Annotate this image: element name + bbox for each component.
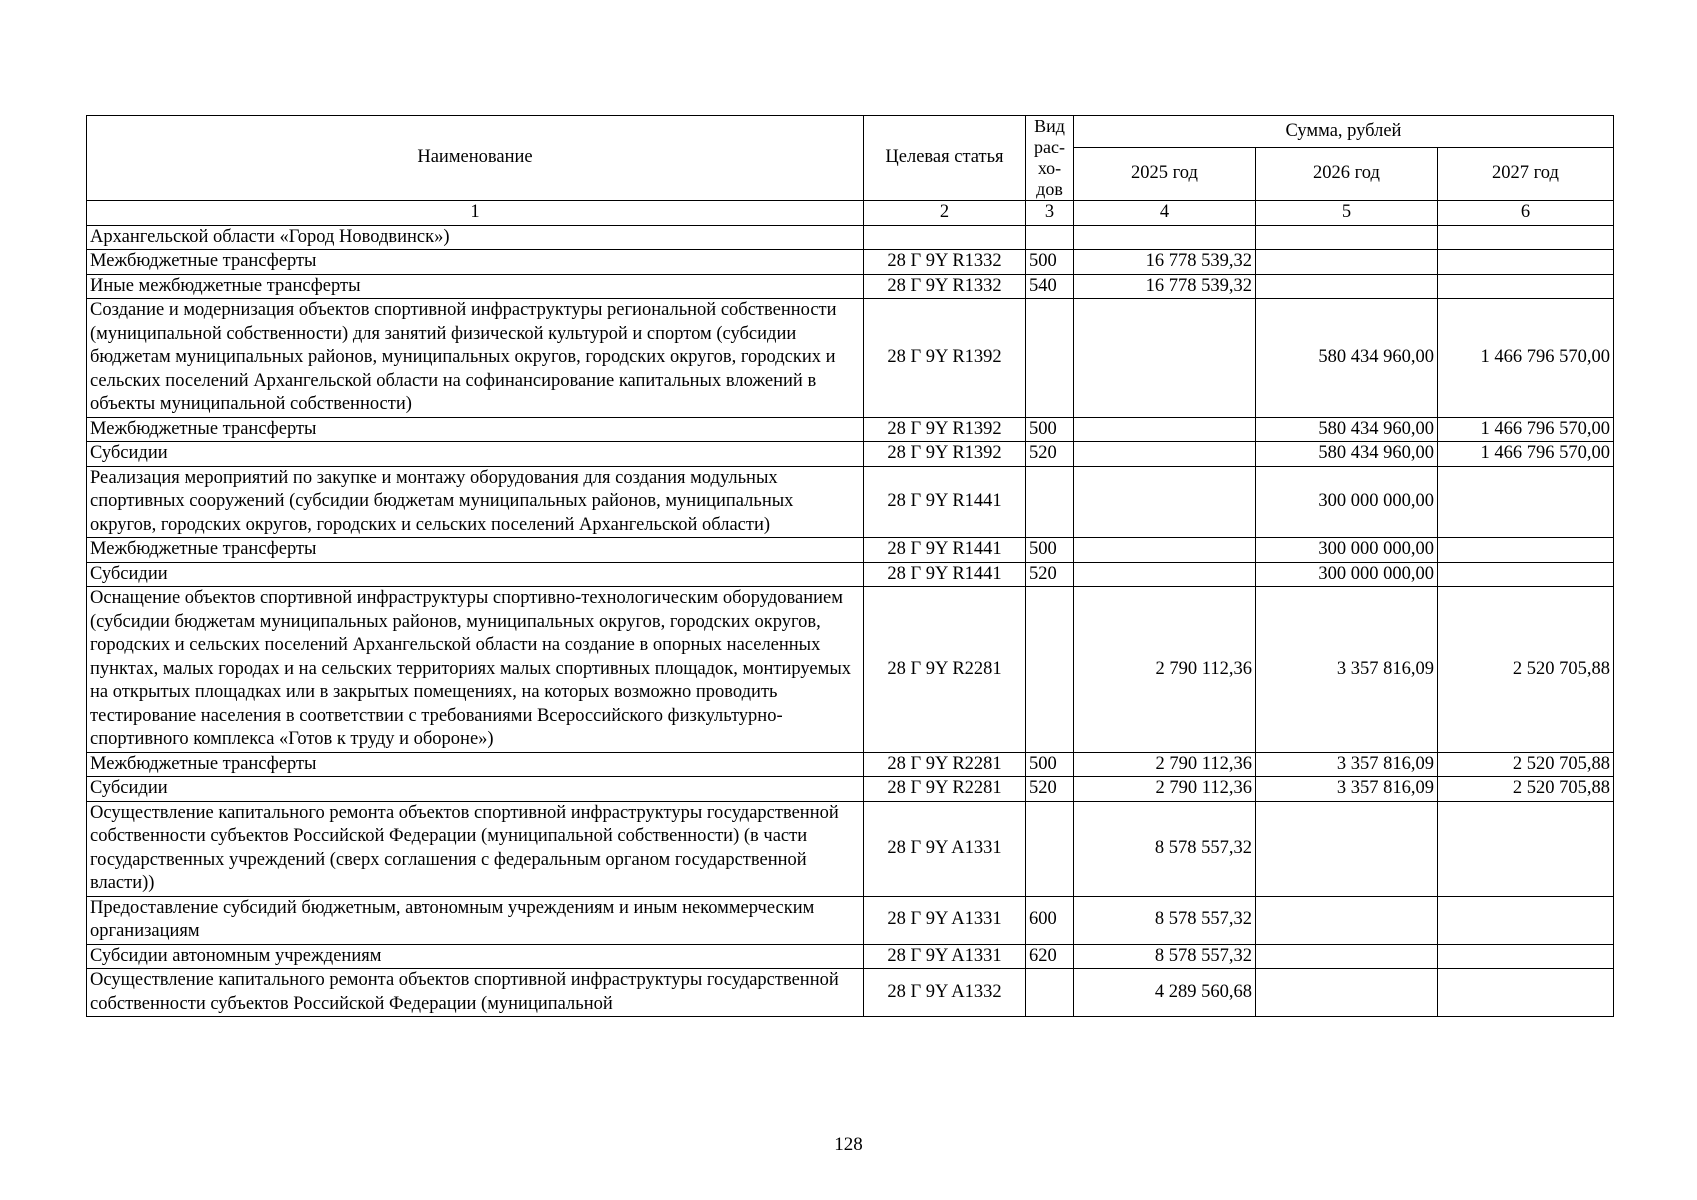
- table-row: [87, 250, 1614, 275]
- row-amount-2026: 3 357 816,09: [1256, 587, 1438, 753]
- header-expense-kind: Вид рас-хо-дов: [1026, 116, 1074, 201]
- row-name: Оснащение объектов спортивной инфраструктуры спортивно-технологическим оборудованием (субсидии бюджетам муниципальных районов, муниципальных округов, городских округов, городских и сельских поселений Архангельской области на создание в опорных населенных пунктах, малых городах и на сельских территориях малых спортивных площадок, монтируемых на открытых площадках или в закрытых помещениях, на которых возможно проводить тестирование населения в соответствии с требованиями Всероссийского физкультурно-спортивного комплекса «Готов к труду и обороне»): [87, 587, 864, 753]
- table-row: [87, 969, 1614, 1017]
- row-amount-2027: 2 520 705,88: [1438, 587, 1614, 753]
- row-amount-2026: [1256, 944, 1438, 969]
- table-row: [87, 299, 1614, 418]
- column-number: 1: [87, 201, 864, 226]
- row-amount-2025: [1074, 417, 1256, 442]
- row-target-article: 28 Г 9Y A1331: [864, 944, 1026, 969]
- row-target-article: 28 Г 9Y A1332: [864, 969, 1026, 1017]
- row-amount-2027: [1438, 969, 1614, 1017]
- row-name: Межбюджетные трансферты: [87, 250, 864, 275]
- row-target-article: 28 Г 9Y R1332: [864, 250, 1026, 275]
- row-amount-2026: 300 000 000,00: [1256, 466, 1438, 538]
- row-amount-2027: [1438, 801, 1614, 896]
- row-amount-2025: 16 778 539,32: [1074, 250, 1256, 275]
- row-amount-2026: 3 357 816,09: [1256, 777, 1438, 802]
- header-name: Наименование: [87, 116, 864, 201]
- row-target-article: 28 Г 9Y R1392: [864, 442, 1026, 467]
- row-amount-2027: 2 520 705,88: [1438, 777, 1614, 802]
- table-row: [87, 417, 1614, 442]
- row-amount-2027: 1 466 796 570,00: [1438, 442, 1614, 467]
- column-number: 4: [1074, 201, 1256, 226]
- row-amount-2025: 8 578 557,32: [1074, 896, 1256, 944]
- row-expense-kind: 500: [1026, 417, 1074, 442]
- row-target-article: 28 Г 9Y R1441: [864, 466, 1026, 538]
- row-name: Архангельской области «Город Новодвинск»): [87, 225, 864, 250]
- header-sum: Сумма, рублей: [1074, 116, 1614, 148]
- table-row: [87, 562, 1614, 587]
- row-name: Субсидии автономным учреждениям: [87, 944, 864, 969]
- column-number: 5: [1256, 201, 1438, 226]
- row-name: Создание и модернизация объектов спортивной инфраструктуры региональной собственности (муниципальной собственности) для занятий физической культурой и спортом (субсидии бюджетам муниципальных районов, муниципальных округов, городских округов, городских и сельских поселений Архангельской области на софинансирование капитальных вложений в объекты муниципальной собственности): [87, 299, 864, 418]
- row-amount-2025: 8 578 557,32: [1074, 944, 1256, 969]
- table-row: [87, 442, 1614, 467]
- row-expense-kind: 500: [1026, 752, 1074, 777]
- row-amount-2027: [1438, 274, 1614, 299]
- row-amount-2027: [1438, 538, 1614, 563]
- table-row: [87, 538, 1614, 563]
- row-name: Предоставление субсидий бюджетным, автономным учреждениям и иным некоммерческим организациям: [87, 896, 864, 944]
- row-name: Межбюджетные трансферты: [87, 417, 864, 442]
- row-target-article: 28 Г 9Y R1441: [864, 562, 1026, 587]
- row-amount-2026: 580 434 960,00: [1256, 442, 1438, 467]
- row-amount-2026: 300 000 000,00: [1256, 562, 1438, 587]
- row-amount-2025: 4 289 560,68: [1074, 969, 1256, 1017]
- page-number: 128: [834, 1134, 863, 1155]
- row-expense-kind: [1026, 466, 1074, 538]
- row-amount-2026: [1256, 969, 1438, 1017]
- table-row: [87, 801, 1614, 896]
- row-expense-kind: [1026, 299, 1074, 418]
- row-amount-2027: 1 466 796 570,00: [1438, 299, 1614, 418]
- row-expense-kind: 500: [1026, 250, 1074, 275]
- row-target-article: 28 Г 9Y A1331: [864, 896, 1026, 944]
- row-amount-2025: [1074, 466, 1256, 538]
- row-amount-2026: 3 357 816,09: [1256, 752, 1438, 777]
- table-row: [87, 896, 1614, 944]
- row-name: Субсидии: [87, 777, 864, 802]
- row-target-article: 28 Г 9Y R1392: [864, 417, 1026, 442]
- column-number: 2: [864, 201, 1026, 226]
- row-amount-2027: [1438, 896, 1614, 944]
- row-name: Реализация мероприятий по закупке и монтажу оборудования для создания модульных спортивных сооружений (субсидии бюджетам муниципальных районов, муниципальных округов, городских округов, городских и сельских поселений Архангельской области): [87, 466, 864, 538]
- row-amount-2026: [1256, 896, 1438, 944]
- row-expense-kind: [1026, 587, 1074, 753]
- row-target-article: [864, 225, 1026, 250]
- row-target-article: 28 Г 9Y R2281: [864, 777, 1026, 802]
- row-expense-kind: 520: [1026, 777, 1074, 802]
- table-row: [87, 274, 1614, 299]
- header-year-2026: 2026 год: [1256, 148, 1438, 201]
- table-row: [87, 752, 1614, 777]
- row-name: Иные межбюджетные трансферты: [87, 274, 864, 299]
- header-year-2027: 2027 год: [1438, 148, 1614, 201]
- row-amount-2025: 8 578 557,32: [1074, 801, 1256, 896]
- row-name: Осуществление капитального ремонта объектов спортивной инфраструктуры государственной собственности субъектов Российской Федерации (муниципальной собственности) (в части государственных учреждений (сверх соглашения с федеральным органом государственной власти)): [87, 801, 864, 896]
- row-amount-2026: 300 000 000,00: [1256, 538, 1438, 563]
- row-amount-2025: [1074, 538, 1256, 563]
- row-amount-2025: 2 790 112,36: [1074, 777, 1256, 802]
- row-expense-kind: 620: [1026, 944, 1074, 969]
- row-amount-2027: [1438, 562, 1614, 587]
- row-target-article: 28 Г 9Y R2281: [864, 587, 1026, 753]
- row-amount-2027: [1438, 250, 1614, 275]
- row-expense-kind: 600: [1026, 896, 1074, 944]
- row-name: Межбюджетные трансферты: [87, 538, 864, 563]
- row-name: Осуществление капитального ремонта объектов спортивной инфраструктуры государственной собственности субъектов Российской Федерации (муниципальной: [87, 969, 864, 1017]
- row-amount-2027: 2 520 705,88: [1438, 752, 1614, 777]
- row-target-article: 28 Г 9Y R2281: [864, 752, 1026, 777]
- row-expense-kind: [1026, 969, 1074, 1017]
- column-number: 6: [1438, 201, 1614, 226]
- row-expense-kind: 520: [1026, 562, 1074, 587]
- row-name: Межбюджетные трансферты: [87, 752, 864, 777]
- row-amount-2025: [1074, 562, 1256, 587]
- row-amount-2026: [1256, 250, 1438, 275]
- row-amount-2025: [1074, 299, 1256, 418]
- row-amount-2025: [1074, 442, 1256, 467]
- row-amount-2027: [1438, 466, 1614, 538]
- table-row: [87, 587, 1614, 753]
- row-amount-2027: [1438, 944, 1614, 969]
- row-expense-kind: [1026, 801, 1074, 896]
- row-expense-kind: 540: [1026, 274, 1074, 299]
- table-row: [87, 225, 1614, 250]
- column-number: 3: [1026, 201, 1074, 226]
- row-name: Субсидии: [87, 442, 864, 467]
- row-amount-2027: [1438, 225, 1614, 250]
- row-amount-2027: 1 466 796 570,00: [1438, 417, 1614, 442]
- row-expense-kind: [1026, 225, 1074, 250]
- row-target-article: 28 Г 9Y R1392: [864, 299, 1026, 418]
- row-target-article: 28 Г 9Y A1331: [864, 801, 1026, 896]
- budget-table: [86, 115, 1614, 1017]
- table-row: [87, 466, 1614, 538]
- row-expense-kind: 500: [1026, 538, 1074, 563]
- table-row: [87, 777, 1614, 802]
- row-amount-2025: 2 790 112,36: [1074, 587, 1256, 753]
- row-amount-2026: 580 434 960,00: [1256, 299, 1438, 418]
- row-amount-2026: [1256, 274, 1438, 299]
- row-amount-2025: 2 790 112,36: [1074, 752, 1256, 777]
- header-year-2025: 2025 год: [1074, 148, 1256, 201]
- row-name: Субсидии: [87, 562, 864, 587]
- row-amount-2025: 16 778 539,32: [1074, 274, 1256, 299]
- row-amount-2026: [1256, 801, 1438, 896]
- row-amount-2026: 580 434 960,00: [1256, 417, 1438, 442]
- row-expense-kind: 520: [1026, 442, 1074, 467]
- row-amount-2026: [1256, 225, 1438, 250]
- header-target-article: Целевая статья: [864, 116, 1026, 201]
- table-row: [87, 944, 1614, 969]
- row-target-article: 28 Г 9Y R1332: [864, 274, 1026, 299]
- row-target-article: 28 Г 9Y R1441: [864, 538, 1026, 563]
- column-number-row: [87, 201, 1614, 226]
- row-amount-2025: [1074, 225, 1256, 250]
